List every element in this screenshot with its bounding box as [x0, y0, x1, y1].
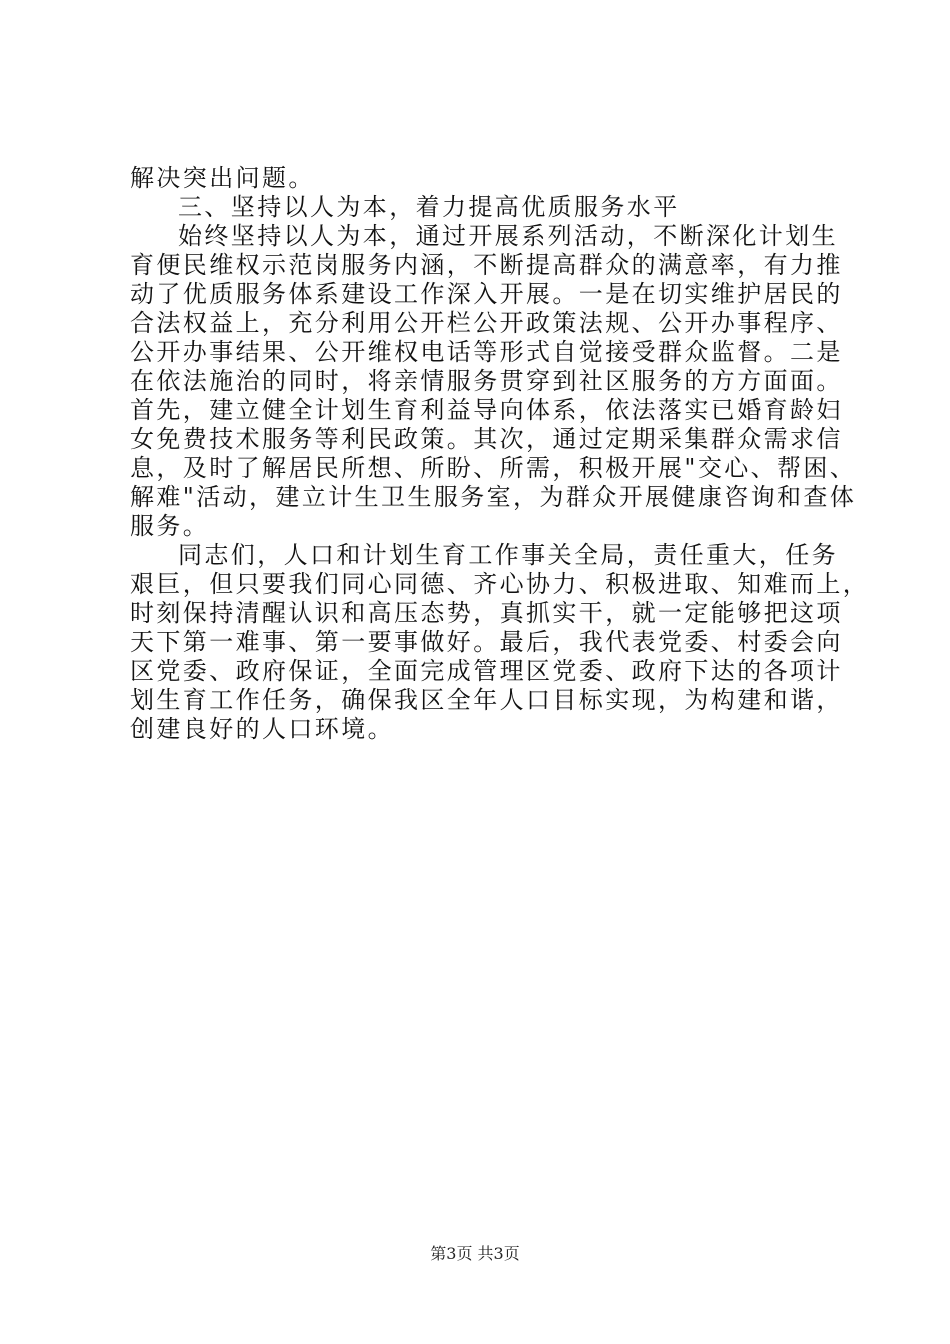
text-line: 息，及时了解居民所想、所盼、所需，积极开展"交心、帮困、: [130, 454, 857, 482]
text-line: 育便民维权示范岗服务内涵，不断提高群众的满意率，有力推: [130, 251, 843, 279]
text-line: 解决突出问题。: [130, 164, 315, 192]
text-line: 时刻保持清醒认识和高压态势，真抓实干，就一定能够把这项: [130, 599, 843, 627]
text-line: 区党委、政府保证，全面完成管理区党委、政府下达的各项计: [130, 657, 843, 685]
text-line: 创建良好的人口环境。: [130, 715, 394, 743]
text-line: 解难"活动，建立计生卫生服务室，为群众开展健康咨询和查体: [130, 483, 857, 511]
text-line: 首先，建立健全计划生育利益导向体系，依法落实已婚育龄妇: [130, 396, 843, 424]
text-line: 艰巨，但只要我们同心同德、齐心协力、积极进取、知难而上，: [130, 570, 870, 598]
text-line: 公开办事结果、公开维权电话等形式自觉接受群众监督。二是: [130, 338, 843, 366]
text-line: 划生育工作任务，确保我区全年人口目标实现，为构建和谐，: [130, 686, 843, 714]
document-body: [130, 164, 870, 744]
text-line: 合法权益上，充分利用公开栏公开政策法规、公开办事程序、: [130, 309, 843, 337]
text-line: 始终坚持以人为本，通过开展系列活动，不断深化计划生: [178, 222, 838, 250]
text-line: 同志们，人口和计划生育工作事关全局，责任重大，任务: [178, 541, 838, 569]
text-line: 动了优质服务体系建设工作深入开展。一是在切实维护居民的: [130, 280, 843, 308]
page-footer: 第3页 共3页: [430, 1244, 520, 1263]
text-line: 服务。: [130, 512, 210, 540]
text-line: 三、坚持以人为本，着力提高优质服务水平: [178, 193, 680, 221]
text-line: 天下第一难事、第一要事做好。最后，我代表党委、村委会向: [130, 628, 843, 656]
text-line: 女免费技术服务等利民政策。其次，通过定期采集群众需求信: [130, 425, 843, 453]
text-line: 在依法施治的同时，将亲情服务贯穿到社区服务的方方面面。: [130, 367, 843, 395]
